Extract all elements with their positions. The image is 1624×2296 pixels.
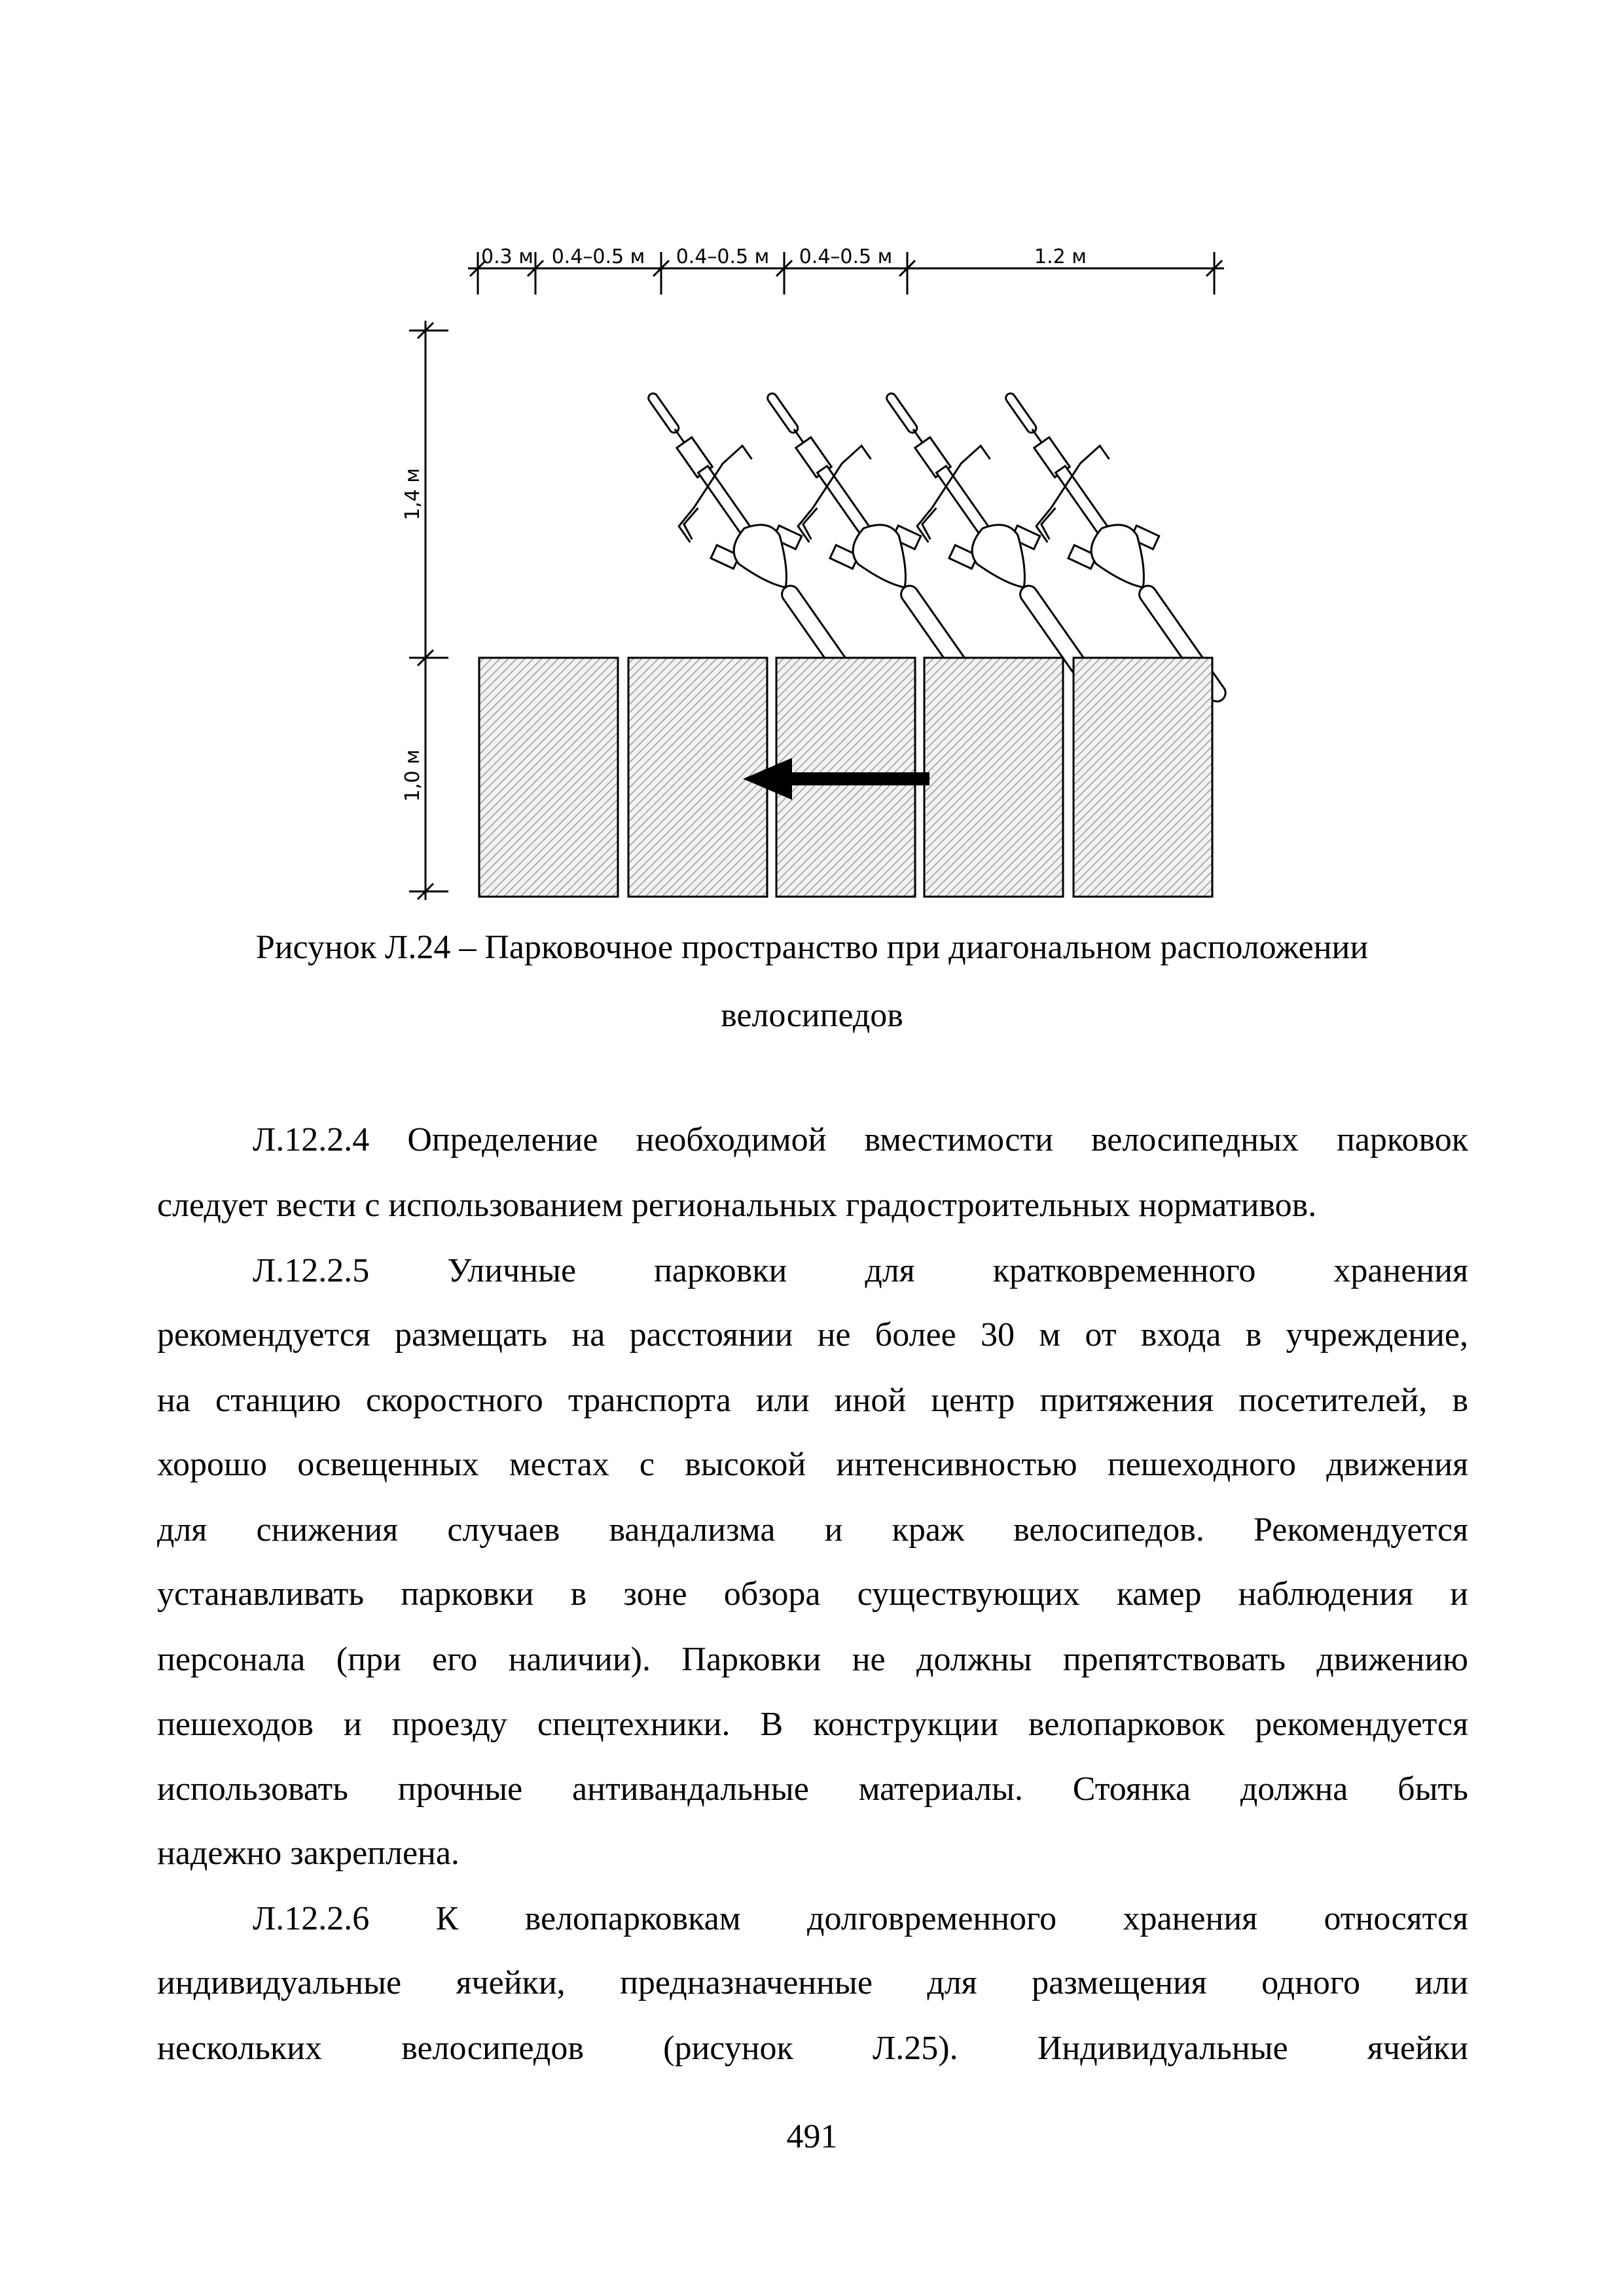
- paragraph-line: Л.12.2.6 К велопарковкам долговременного хранения относятся: [253, 1900, 1468, 1937]
- paragraph-line: для снижения случаев вандализма и краж велосипедов. Рекомендуется: [157, 1511, 1468, 1549]
- paragraph-line: индивидуальные ячейки, предназначенные для размещения одного или: [157, 1964, 1468, 2001]
- parking-slot: [628, 658, 767, 897]
- dim-label: 0.4–0.5 м: [676, 245, 770, 268]
- figure-caption-line-1: Рисунок Л.24 – Парковочное пространство при диагональном расположении: [255, 929, 1369, 966]
- paragraph-line: Л.12.2.5 Уличные парковки для кратковременного хранения: [253, 1252, 1468, 1289]
- bicycle-parking-figure: [0, 0, 1624, 916]
- paragraph-line: использовать прочные антивандальные материалы. Стоянка должна быть: [157, 1770, 1468, 1808]
- paragraph-line: устанавливать парковки в зоне обзора существующих камер наблюдения и: [157, 1575, 1468, 1613]
- dim-label: 1,4 м: [401, 468, 424, 520]
- dim-label: 0.4–0.5 м: [551, 245, 645, 268]
- parking-slot: [924, 658, 1063, 897]
- paragraph-line: пешеходов и проезду спецтехники. В конструкции велопарковок рекомендуется: [157, 1706, 1468, 1743]
- figure-caption-line-2: велосипедов: [721, 997, 903, 1034]
- paragraph-line: хорошо освещенных местах с высокой интенсивностью пешеходного движения: [157, 1446, 1468, 1483]
- paragraph-line: нескольких велосипедов (рисунок Л.25). Индивидуальные ячейки: [157, 2030, 1468, 2067]
- paragraph-line: надежно закреплена.: [157, 1835, 460, 1872]
- parking-slot: [479, 658, 618, 897]
- paragraph-line: Л.12.2.4 Определение необходимой вместимости велосипедных парковок: [253, 1121, 1468, 1158]
- parking-slot: [1074, 658, 1212, 897]
- paragraph-line: на станцию скоростного транспорта или иной центр притяжения посетителей, в: [157, 1382, 1468, 1419]
- dim-label: 1.2 м: [1034, 245, 1087, 268]
- dim-label: 0.3 м: [481, 245, 533, 268]
- dim-label: 0.4–0.5 м: [799, 245, 893, 268]
- paragraph-line: персонала (при его наличии). Парковки не должны препятствовать движению: [157, 1641, 1468, 1678]
- page-number: 491: [786, 2118, 838, 2155]
- left-dimension-line: [409, 321, 448, 900]
- paragraph-line: следует вести с использованием региональных градостроительных нормативов.: [157, 1187, 1317, 1224]
- dim-label: 1,0 м: [401, 749, 424, 802]
- paragraph-line: рекомендуется размещать на расстоянии не более 30 м от входа в учреждение,: [157, 1316, 1468, 1354]
